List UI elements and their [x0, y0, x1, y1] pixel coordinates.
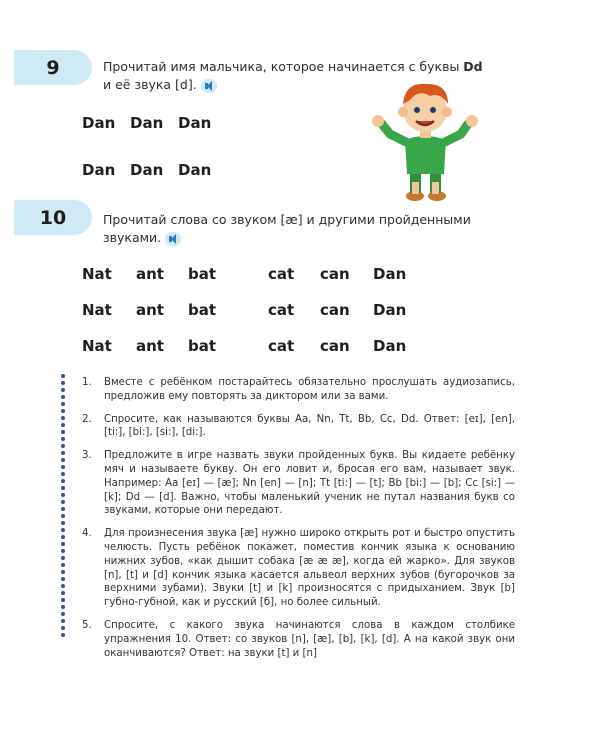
word: Dan — [178, 114, 212, 132]
dot — [61, 521, 65, 525]
word: Dan — [178, 161, 212, 179]
dot — [61, 409, 65, 413]
task-10-instruction — [103, 211, 515, 247]
dot — [61, 535, 65, 539]
note-text: Вместе с ребёнком постарайтесь обязательно прослушать аудиозапись, предложив ему повторять за диктором или за вами. — [104, 377, 515, 402]
dot — [61, 500, 65, 504]
note-number: 1. — [82, 377, 92, 388]
word: cat — [268, 265, 295, 283]
word: Dan — [373, 265, 407, 283]
dot — [61, 514, 65, 518]
dot — [61, 388, 65, 392]
word: ant — [136, 337, 164, 355]
word: bat — [188, 337, 217, 355]
word: Dan — [373, 337, 407, 355]
dot — [61, 556, 65, 560]
audio-icon[interactable] — [201, 79, 217, 93]
task-9-instr-text-2: и её звука [d]. — [103, 77, 197, 92]
note-text: Для произнесения звука [æ] нужно широко открыть рот и быстро опустить челюсть. Пусть ребёнок покажет, поместив кончик языка к основанию нижних зубов, «как дышит собака [æ æ æ], когда ей жарко». Для звуков [n], [t] и [d] кончик языка касается альвеол верхних зубов (бугорочков за верхними зубами). Звуки [t] и [k] произносятся с придыханием. Звук [b] губно-губной, как и русский [б], но более сильный. — [104, 528, 515, 609]
note-text: Спросите, с какого звука начинаются слова в каждом столбике упражнения 10. Ответ: со звуков [n], [æ], [b], [k], [d]. А на какой звук они оканчиваются? Ответ: на звуки [t] и [n] — [104, 619, 515, 659]
word: ant — [136, 265, 164, 283]
word: Dan — [82, 161, 116, 179]
dot — [61, 598, 65, 602]
word: Nat — [82, 337, 112, 355]
dot — [61, 507, 65, 511]
note-item — [82, 413, 515, 441]
dot — [61, 381, 65, 385]
note-number: 2. — [82, 413, 92, 425]
word: Dan — [373, 301, 407, 319]
task-10-instruction-line1: Прочитай слова со звуком [æ] и другими пройденными — [103, 212, 471, 227]
note-text: Спросите, как называются буквы Aa, Nn, Tt, Bb, Cc, Dd. Ответ: [eɪ], [en], [ti:], [bi:], [si:], [di:]. — [104, 413, 515, 439]
note-text: Предложите в игре назвать звуки пройденных букв. Вы кидаете ребёнку мяч и называете букву. Он его ловит и, бросая его вам, называет звук. Например: Aa [eɪ] — [æ]; Nn [en] — [n]; Tt [ti:] — [t]; Bb [bi:] — [b]; Cc [si:] — [k]; Dd — [d]. Важно, чтобы маленький ученик не путал названия букв со звуками, которые они передают. — [104, 450, 515, 517]
dot — [61, 486, 65, 490]
dotted-margin-line — [61, 374, 67, 646]
parent-notes — [82, 376, 515, 669]
dot — [61, 591, 65, 595]
word: can — [320, 265, 350, 283]
dot — [61, 626, 65, 630]
dot — [61, 605, 65, 609]
word: bat — [188, 265, 217, 283]
dot — [61, 402, 65, 406]
dot — [61, 437, 65, 441]
word: Dan — [130, 114, 164, 132]
task-10-instr-text-2: звуками. — [103, 230, 162, 245]
word: can — [320, 337, 350, 355]
dot — [61, 465, 65, 469]
note-number: 5. — [82, 619, 92, 631]
word: can — [320, 301, 350, 319]
word: Nat — [82, 265, 112, 283]
dot — [61, 479, 65, 483]
dot — [61, 570, 65, 574]
dot — [61, 542, 65, 546]
word: Dan — [130, 161, 164, 179]
dot — [61, 451, 65, 455]
word: ant — [136, 301, 164, 319]
note-number: 4. — [82, 528, 92, 540]
word: bat — [188, 301, 217, 319]
task-9-instr-text: Прочитай имя мальчика, которое начинается с буквы — [103, 59, 464, 74]
dot — [61, 416, 65, 420]
word: Dan — [82, 114, 116, 132]
note-number: 3. — [82, 450, 92, 462]
word: cat — [268, 337, 295, 355]
note-item — [82, 619, 515, 660]
dot — [61, 423, 65, 427]
task-9-letter: Dd — [463, 59, 483, 74]
dot — [61, 444, 65, 448]
dot — [61, 563, 65, 567]
dot — [61, 619, 65, 623]
dot — [61, 584, 65, 588]
dot — [61, 549, 65, 553]
dot — [61, 493, 65, 497]
dot — [61, 430, 65, 434]
word: cat — [268, 301, 295, 319]
dot — [61, 528, 65, 532]
dot — [61, 633, 65, 637]
note-item — [82, 376, 515, 404]
dot — [61, 472, 65, 476]
dot — [61, 395, 65, 399]
task-10-number: 10 — [14, 200, 92, 235]
boy-illustration — [360, 74, 490, 204]
audio-icon[interactable] — [165, 232, 181, 246]
dot — [61, 374, 65, 378]
task-9-number: 9 — [14, 50, 92, 85]
dot — [61, 612, 65, 616]
dot — [61, 577, 65, 581]
task-10-instruction-line2 — [103, 229, 515, 247]
dot — [61, 458, 65, 462]
note-item — [82, 449, 515, 518]
note-item — [82, 527, 515, 610]
word: Nat — [82, 301, 112, 319]
